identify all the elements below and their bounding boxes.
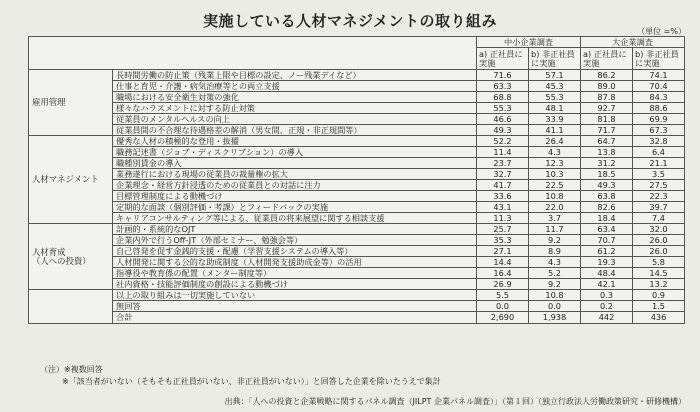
unit-label: （単位 =%） (637, 27, 686, 36)
value-cell: 57.1 (529, 70, 581, 81)
value-cell: 92.7 (581, 103, 633, 114)
value-cell: 9.2 (529, 235, 581, 246)
value-cell: 3.5 (633, 169, 685, 180)
value-cell: 10.8 (529, 191, 581, 202)
value-cell: 2,690 (477, 312, 529, 324)
item-cell: 目標管理制度による動機づけ (113, 191, 477, 202)
table-row (29, 224, 685, 235)
value-cell: 11.7 (529, 224, 581, 235)
value-cell: 70.4 (633, 81, 685, 92)
note-line: （注）※複数回答 (40, 365, 103, 374)
category-cell: 人材育成 （人への投資） (29, 224, 113, 290)
value-cell: 41.1 (529, 125, 581, 136)
table-row (29, 268, 685, 279)
value-cell: 0.9 (633, 290, 685, 301)
value-cell: 0.0 (529, 301, 581, 312)
value-cell: 32.0 (633, 224, 685, 235)
table-row (29, 257, 685, 268)
value-cell: 61.2 (581, 246, 633, 257)
item-cell: 長時間労働の防止策（残業上限や目標の設定、ノー残業デイなど） (113, 70, 477, 81)
value-cell: 63.8 (581, 191, 633, 202)
value-cell: 64.7 (581, 136, 633, 147)
item-cell: 仕事と育児・介護・病気治療等との両立支援 (113, 81, 477, 92)
value-cell: 5.5 (477, 290, 529, 301)
value-cell: 33.6 (477, 191, 529, 202)
value-cell: 46.6 (477, 114, 529, 125)
value-cell: 0.3 (581, 290, 633, 301)
header-corner (29, 37, 477, 70)
value-cell: 86.2 (581, 70, 633, 81)
group-header: 中小企業調査 (477, 37, 581, 48)
value-cell: 5.8 (633, 257, 685, 268)
item-cell: 職場における安全衛生対策の強化 (113, 92, 477, 103)
value-cell: 71.6 (477, 70, 529, 81)
notes (40, 364, 441, 388)
value-cell: 7.4 (633, 213, 685, 224)
value-cell: 84.3 (633, 92, 685, 103)
value-cell: 48.1 (529, 103, 581, 114)
value-cell: 81.8 (581, 114, 633, 125)
value-cell: 11.3 (477, 213, 529, 224)
sub-header: a) 正社員に実施 (581, 48, 633, 70)
value-cell: 26.9 (477, 279, 529, 290)
value-cell: 442 (581, 312, 633, 324)
item-cell: 人材開発に関する公的な助成制度（人材開発支援助成金等）の活用 (113, 257, 477, 268)
value-cell: 27.5 (633, 180, 685, 191)
item-cell: 企業内外で行うOff-JT（外部セミナー、勉強会等） (113, 235, 477, 246)
value-cell: 22.3 (633, 191, 685, 202)
value-cell: 89.0 (581, 81, 633, 92)
value-cell: 27.1 (477, 246, 529, 257)
value-cell: 1.5 (633, 301, 685, 312)
value-cell: 16.4 (477, 268, 529, 279)
table-row (29, 235, 685, 246)
category-cell: 人材マネジメント (29, 136, 113, 224)
value-cell: 11.4 (477, 147, 529, 158)
table-row (29, 246, 685, 257)
table-row (29, 169, 685, 180)
value-cell: 0.2 (581, 301, 633, 312)
table-row (29, 158, 685, 169)
value-cell: 22.5 (529, 180, 581, 191)
value-cell: 3.7 (529, 213, 581, 224)
value-cell: 55.3 (529, 92, 581, 103)
value-cell: 9.2 (529, 279, 581, 290)
value-cell: 1,938 (529, 312, 581, 324)
item-cell: キャリアコンサルティング等による、従業員の将来展望に関する相談支援 (113, 213, 477, 224)
value-cell: 32.7 (477, 169, 529, 180)
value-cell: 82.6 (581, 202, 633, 213)
value-cell: 13.8 (581, 147, 633, 158)
value-cell: 10.3 (529, 169, 581, 180)
value-cell: 43.1 (477, 202, 529, 213)
value-cell: 35.3 (477, 235, 529, 246)
value-cell: 18.5 (581, 169, 633, 180)
value-cell: 67.3 (633, 125, 685, 136)
table-row (29, 114, 685, 125)
value-cell: 25.7 (477, 224, 529, 235)
value-cell: 63.4 (581, 224, 633, 235)
value-cell: 6.4 (633, 147, 685, 158)
value-cell: 41.7 (477, 180, 529, 191)
value-cell: 8.9 (529, 246, 581, 257)
value-cell: 19.3 (581, 257, 633, 268)
value-cell: 23.7 (477, 158, 529, 169)
value-cell: 45.3 (529, 81, 581, 92)
table-row (29, 191, 685, 202)
value-cell: 42.1 (581, 279, 633, 290)
table-row (29, 213, 685, 224)
table-row (29, 312, 685, 324)
table-row (29, 103, 685, 114)
value-cell: 21.1 (633, 158, 685, 169)
source-citation: 出典：「人への投資と企業戦略に関するパネル調査（JILPT 企業パネル調査）」（第１回）（独立行政法人労働政策研究・研修機構） (224, 397, 686, 406)
value-cell: 74.1 (633, 70, 685, 81)
value-cell: 48.4 (581, 268, 633, 279)
item-cell: 以上の取り組みは一切実施していない (113, 290, 477, 301)
item-cell: 業務遂行における現場の従業員の裁量権の拡大 (113, 169, 477, 180)
table-row (29, 125, 685, 136)
value-cell: 63.3 (477, 81, 529, 92)
sub-header: b) 非正社員に実施 (633, 48, 685, 70)
value-cell: 13.2 (633, 279, 685, 290)
value-cell: 4.3 (529, 257, 581, 268)
item-cell: 合計 (113, 312, 477, 324)
table-row (29, 290, 685, 301)
value-cell: 14.5 (633, 268, 685, 279)
value-cell: 0.0 (477, 301, 529, 312)
value-cell: 55.3 (477, 103, 529, 114)
value-cell: 68.8 (477, 92, 529, 103)
item-cell: 優秀な人材の積極的な登用・抜擢 (113, 136, 477, 147)
value-cell: 52.2 (477, 136, 529, 147)
group-header-row (29, 37, 685, 48)
value-cell: 22.0 (529, 202, 581, 213)
value-cell: 26.0 (633, 246, 685, 257)
table-row (29, 147, 685, 158)
group-header: 大企業調査 (581, 37, 685, 48)
item-cell: 企業理念・経営方針浸透のための従業員との対話に注力 (113, 180, 477, 191)
item-cell: 従業員間の不合理な待遇格差の解消（男女間、正規・非正規間等） (113, 125, 477, 136)
item-cell: 従業員のメンタルヘルスの向上 (113, 114, 477, 125)
table-row (29, 279, 685, 290)
value-cell: 32.8 (633, 136, 685, 147)
value-cell: 31.2 (581, 158, 633, 169)
table-row (29, 180, 685, 191)
item-cell: 無回答 (113, 301, 477, 312)
category-cell: 雇用管理 (29, 70, 113, 136)
value-cell: 69.9 (633, 114, 685, 125)
item-cell: 職種別賃金の導入 (113, 158, 477, 169)
table-row (29, 92, 685, 103)
value-cell: 49.3 (581, 180, 633, 191)
item-cell: 職務記述書（ジョブ・ディスクリプション）の導入 (113, 147, 477, 158)
item-cell: 社内資格・技能評価制度の創設による動機づけ (113, 279, 477, 290)
table-row (29, 301, 685, 312)
note-line: ※「該当者がいない（そもそも正社員がいない、非正社員がいない）」と回答した企業を除いたうえで集計 (62, 377, 441, 386)
item-cell: 計画的・系統的なOJT (113, 224, 477, 235)
item-cell: 指導役や教育係の配置（メンター制度等） (113, 268, 477, 279)
value-cell: 70.7 (581, 235, 633, 246)
survey-table (28, 36, 685, 324)
value-cell: 26.0 (633, 235, 685, 246)
table-body (29, 70, 685, 324)
value-cell: 14.4 (477, 257, 529, 268)
table-row (29, 70, 685, 81)
value-cell: 4.3 (529, 147, 581, 158)
value-cell: 87.8 (581, 92, 633, 103)
sub-header: a) 正社員に実施 (477, 48, 529, 70)
page-title: 実施している人材マネジメントの取り組み (202, 12, 498, 30)
item-cell: 自己啓発を促す金銭的支援・配慮（学習支援システムの導入等） (113, 246, 477, 257)
item-cell: 様々なハラスメントに対する防止対策 (113, 103, 477, 114)
table-row (29, 202, 685, 213)
sub-header: b) 非正社員に実施 (529, 48, 581, 70)
value-cell: 71.7 (581, 125, 633, 136)
category-cell (29, 290, 113, 324)
value-cell: 39.7 (633, 202, 685, 213)
value-cell: 18.4 (581, 213, 633, 224)
value-cell: 49.3 (477, 125, 529, 136)
value-cell: 12.3 (529, 158, 581, 169)
value-cell: 26.4 (529, 136, 581, 147)
table-row (29, 81, 685, 92)
value-cell: 33.9 (529, 114, 581, 125)
value-cell: 5.2 (529, 268, 581, 279)
value-cell: 436 (633, 312, 685, 324)
value-cell: 88.6 (633, 103, 685, 114)
table-row (29, 136, 685, 147)
value-cell: 10.8 (529, 290, 581, 301)
item-cell: 定期的な面談（個別評価・考課）とフィードバックの実施 (113, 202, 477, 213)
